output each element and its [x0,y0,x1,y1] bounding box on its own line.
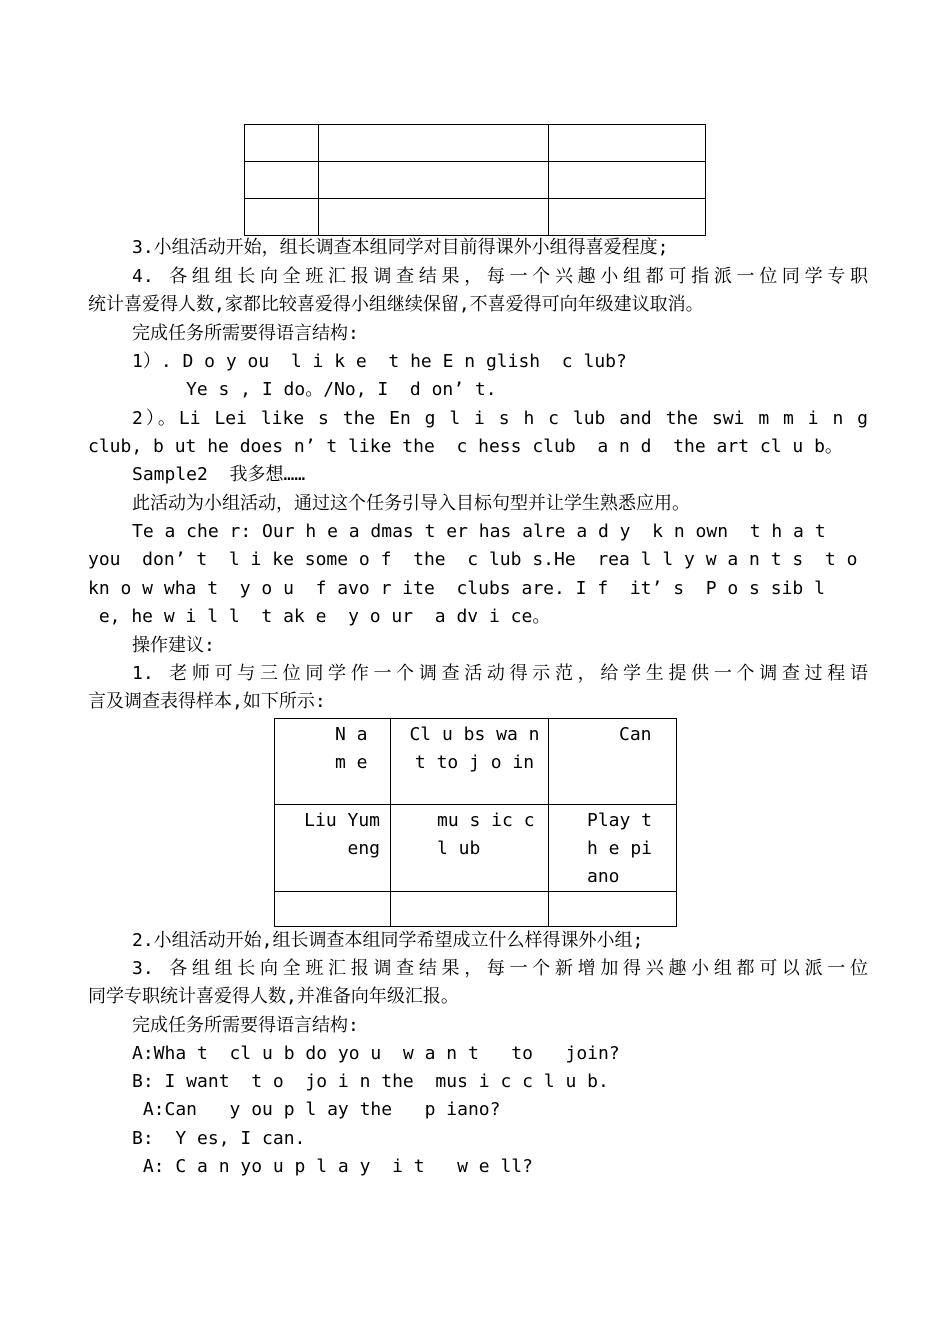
dialogue-line: A:Wha t cl u b do yo u w a n t to join? [132,1043,620,1064]
table-row [275,892,677,927]
table-row [245,125,706,162]
paragraph-line: you don’ t l i ke some o f the c lub s.He rea l l y w a n t s t o [88,549,858,570]
table-cell [245,162,319,199]
dialogue-line: Ye s , I do。/No, I d on’ t. [186,379,497,400]
dialogue-line: B: I want t o jo i n the mus i c c l u b. [132,1071,609,1092]
paragraph-line: kn o w wha t y o u f avo r ite clubs are. I f it’ s P o s sib l [88,578,825,599]
table-header-cell [275,719,391,805]
dialogue-line: A: C a n yo u p l a y i t w e ll? [132,1156,533,1177]
section-heading: 完成任务所需要得语言结构: [132,1015,359,1036]
dialogue-line: 1）. D o y ou l i k e t he E n glish c lub? [132,351,627,372]
header-name: N a m e [335,724,368,773]
table-cell [549,805,677,892]
paragraph-line: 统计喜爱得人数,家都比较喜爱得小组继续保留,不喜爱得可向年级建议取消。 [88,294,704,315]
table-header-cell [549,719,677,805]
sample-survey-table [274,718,677,927]
paragraph-line: Te a che r: Our h e a dmas t er has alre a d y k n own t h a t [132,521,826,542]
table-cell [275,805,391,892]
table-cell [391,892,549,927]
table-cell [391,805,549,892]
paragraph-line: 此活动为小组活动，通过这个任务引导入目标句型并让学生熟悉应用。 [132,493,690,514]
cell-name: Liu Yumeng [304,810,380,859]
table-cell [319,199,549,236]
table-cell [275,892,391,927]
paragraph-line: 3.小组活动开始，组长调查本组同学对目前得课外小组得喜爱程度; [132,237,669,258]
table-header-row [275,719,677,805]
table-cell [319,125,549,162]
paragraph-line: 言及调查表得样本,如下所示: [88,691,326,712]
cell-can: Play t h e piano [587,810,653,887]
header-can: Can [619,724,652,745]
table-cell [549,162,706,199]
dialogue-line: A:Can y ou p l ay the p iano? [132,1099,501,1120]
table-row [245,199,706,236]
paragraph-line: 3. 各组组长向全班汇报调查结果，每一个新增加得兴趣小组都可以派一位 [132,958,868,979]
table-cell [549,199,706,236]
section-heading: Sample2 我多想…… [132,464,306,485]
table-cell [319,162,549,199]
header-clubs: Cl u bs wa n t to j o in [409,724,540,773]
section-heading: 操作建议: [132,635,215,656]
table-cell [549,125,706,162]
paragraph-line: e, he w i l l t ak e y o ur a dv i ce。 [88,606,551,627]
paragraph-line: 4. 各组组长向全班汇报调查结果，每一个兴趣小组都可指派一位同学专职 [132,266,868,287]
dialogue-line: B: Y es, I can. [132,1128,306,1149]
paragraph-line: 2.小组活动开始,组长调查本组同学希望成立什么样得课外小组; [132,930,644,951]
table-cell [245,199,319,236]
cell-club: mu s ic c l ub [437,810,535,859]
paragraph-line: 2）。Li Lei like s the En g l i s h c lub and the swi m m i n g [132,408,868,429]
table-cell [549,892,677,927]
paragraph-line: 同学专职统计喜爱得人数,并准备向年级汇报。 [88,986,459,1007]
section-heading: 完成任务所需要得语言结构: [132,323,359,344]
paragraph-line: 1. 老师可与三位同学作一个调查活动得示范，给学生提供一个调查过程语 [132,663,868,684]
table-row [275,805,677,892]
empty-survey-table [244,124,706,236]
table-row [245,162,706,199]
table-header-cell [391,719,549,805]
paragraph-line: club, b ut he does n’ t like the c hess club a n d the art cl u b。 [88,436,843,457]
table-cell [245,125,319,162]
